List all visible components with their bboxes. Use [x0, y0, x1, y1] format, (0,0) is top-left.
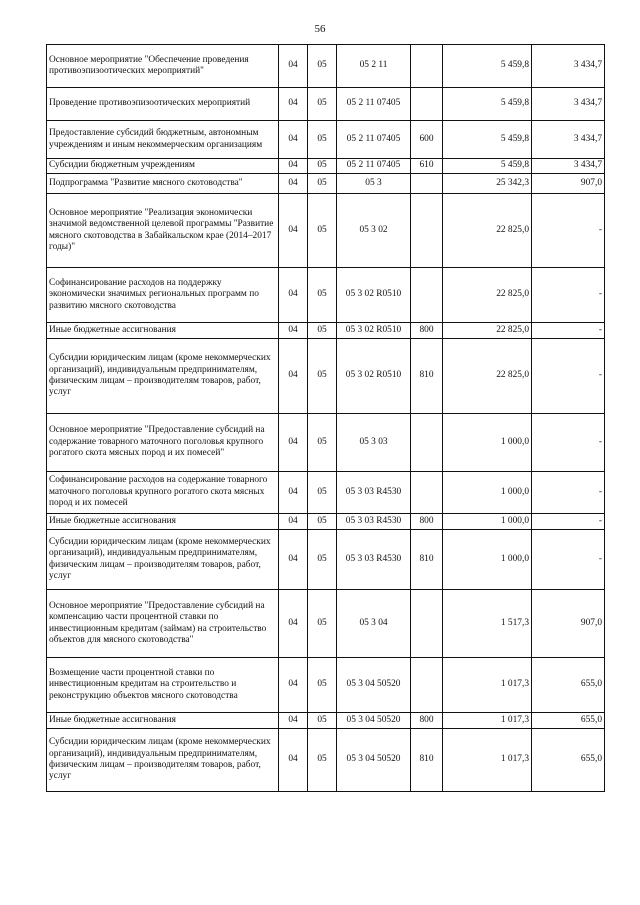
- amount-year-1-cell: 1 017,3: [443, 658, 532, 713]
- amount-year-2-cell: 3 434,7: [532, 45, 605, 88]
- table-row: [47, 414, 605, 472]
- expense-type-code-cell: 810: [411, 530, 443, 590]
- amount-year-1-cell: 5 459,8: [443, 45, 532, 88]
- table-row: [47, 590, 605, 658]
- expense-type-code-cell: 800: [411, 713, 443, 729]
- row-name-cell: Основное мероприятие "Предоставление субсидий на содержание товарного маточного поголовья крупного рогатого скота мясных пород и их помесей": [47, 414, 279, 472]
- target-article-code-cell: 05 3 02 R0510: [337, 323, 411, 339]
- amount-year-2-cell: 3 434,7: [532, 88, 605, 121]
- subsection-code-cell: 05: [308, 159, 337, 174]
- section-code-cell: 04: [279, 45, 308, 88]
- subsection-code-cell: 05: [308, 514, 337, 530]
- amount-year-2-cell: -: [532, 194, 605, 268]
- subsection-code-cell: 05: [308, 323, 337, 339]
- row-name-cell: Проведение противоэпизоотических мероприятий: [47, 88, 279, 121]
- subsection-code-cell: 05: [308, 472, 337, 514]
- subsection-code-cell: 05: [308, 530, 337, 590]
- amount-year-2-cell: 907,0: [532, 174, 605, 194]
- expense-type-code-cell: [411, 174, 443, 194]
- subsection-code-cell: 05: [308, 88, 337, 121]
- amount-year-1-cell: 1 517,3: [443, 590, 532, 658]
- amount-year-1-cell: 1 000,0: [443, 414, 532, 472]
- table-row: [47, 121, 605, 159]
- section-code-cell: 04: [279, 159, 308, 174]
- table-row: [47, 339, 605, 414]
- section-code-cell: 04: [279, 713, 308, 729]
- target-article-code-cell: 05 3 03 R4530: [337, 472, 411, 514]
- amount-year-2-cell: -: [532, 268, 605, 323]
- subsection-code-cell: 05: [308, 194, 337, 268]
- amount-year-1-cell: 22 825,0: [443, 194, 532, 268]
- row-name-cell: Софинансирование расходов на поддержку экономически значимых региональных программ по развитию мясного скотоводства: [47, 268, 279, 323]
- subsection-code-cell: 05: [308, 174, 337, 194]
- table-row: [47, 472, 605, 514]
- target-article-code-cell: 05 3 02 R0510: [337, 339, 411, 414]
- row-name-cell: Иные бюджетные ассигнования: [47, 514, 279, 530]
- section-code-cell: 04: [279, 530, 308, 590]
- target-article-code-cell: 05 3 02 R0510: [337, 268, 411, 323]
- amount-year-1-cell: 22 825,0: [443, 323, 532, 339]
- table-row: [47, 729, 605, 792]
- row-name-cell: Подпрограмма "Развитие мясного скотоводства": [47, 174, 279, 194]
- expense-type-code-cell: [411, 658, 443, 713]
- target-article-code-cell: 05 3 04: [337, 590, 411, 658]
- amount-year-2-cell: 655,0: [532, 658, 605, 713]
- table-row: [47, 514, 605, 530]
- subsection-code-cell: 05: [308, 268, 337, 323]
- section-code-cell: 04: [279, 268, 308, 323]
- section-code-cell: 04: [279, 323, 308, 339]
- subsection-code-cell: 05: [308, 590, 337, 658]
- row-name-cell: Субсидии бюджетным учреждениям: [47, 159, 279, 174]
- target-article-code-cell: 05 3 04 50520: [337, 658, 411, 713]
- target-article-code-cell: 05 3 04 50520: [337, 713, 411, 729]
- target-article-code-cell: 05 2 11 07405: [337, 121, 411, 159]
- amount-year-1-cell: 5 459,8: [443, 88, 532, 121]
- amount-year-2-cell: -: [532, 472, 605, 514]
- table-row: [47, 658, 605, 713]
- section-code-cell: 04: [279, 414, 308, 472]
- expense-type-code-cell: 800: [411, 514, 443, 530]
- amount-year-2-cell: -: [532, 514, 605, 530]
- expense-type-code-cell: [411, 590, 443, 658]
- section-code-cell: 04: [279, 590, 308, 658]
- amount-year-2-cell: -: [532, 323, 605, 339]
- amount-year-1-cell: 22 825,0: [443, 268, 532, 323]
- target-article-code-cell: 05 3 04 50520: [337, 729, 411, 792]
- expense-type-code-cell: 810: [411, 729, 443, 792]
- subsection-code-cell: 05: [308, 713, 337, 729]
- expense-type-code-cell: [411, 88, 443, 121]
- section-code-cell: 04: [279, 514, 308, 530]
- section-code-cell: 04: [279, 194, 308, 268]
- amount-year-1-cell: 5 459,8: [443, 159, 532, 174]
- row-name-cell: Возмещение части процентной ставки по инвестиционным кредитам на строительство и реконструкцию объектов мясного скотоводства: [47, 658, 279, 713]
- amount-year-2-cell: 655,0: [532, 713, 605, 729]
- row-name-cell: Субсидии юридическим лицам (кроме некоммерческих организаций), индивидуальным предпринимателям, физическим лицам – производителям товаров, работ, услуг: [47, 729, 279, 792]
- target-article-code-cell: 05 3 02: [337, 194, 411, 268]
- target-article-code-cell: 05 3 03 R4530: [337, 530, 411, 590]
- amount-year-1-cell: 1 017,3: [443, 729, 532, 792]
- table-row: [47, 530, 605, 590]
- subsection-code-cell: 05: [308, 658, 337, 713]
- amount-year-2-cell: -: [532, 414, 605, 472]
- amount-year-2-cell: 907,0: [532, 590, 605, 658]
- amount-year-1-cell: 25 342,3: [443, 174, 532, 194]
- table-row: [47, 194, 605, 268]
- expense-type-code-cell: [411, 194, 443, 268]
- table-row: [47, 713, 605, 729]
- budget-table: [46, 44, 605, 792]
- subsection-code-cell: 05: [308, 45, 337, 88]
- amount-year-2-cell: 655,0: [532, 729, 605, 792]
- section-code-cell: 04: [279, 121, 308, 159]
- amount-year-1-cell: 5 459,8: [443, 121, 532, 159]
- target-article-code-cell: 05 2 11: [337, 45, 411, 88]
- expense-type-code-cell: [411, 414, 443, 472]
- subsection-code-cell: 05: [308, 339, 337, 414]
- amount-year-2-cell: -: [532, 339, 605, 414]
- row-name-cell: Иные бюджетные ассигнования: [47, 713, 279, 729]
- section-code-cell: 04: [279, 472, 308, 514]
- expense-type-code-cell: 800: [411, 323, 443, 339]
- amount-year-2-cell: -: [532, 530, 605, 590]
- amount-year-1-cell: 1 000,0: [443, 514, 532, 530]
- amount-year-2-cell: 3 434,7: [532, 121, 605, 159]
- target-article-code-cell: 05 3: [337, 174, 411, 194]
- subsection-code-cell: 05: [308, 414, 337, 472]
- amount-year-1-cell: 1 000,0: [443, 472, 532, 514]
- section-code-cell: 04: [279, 729, 308, 792]
- target-article-code-cell: 05 2 11 07405: [337, 159, 411, 174]
- section-code-cell: 04: [279, 88, 308, 121]
- expense-type-code-cell: 810: [411, 339, 443, 414]
- expense-type-code-cell: [411, 268, 443, 323]
- table-row: [47, 45, 605, 88]
- amount-year-2-cell: 3 434,7: [532, 159, 605, 174]
- expense-type-code-cell: 600: [411, 121, 443, 159]
- table-body: [47, 45, 605, 792]
- target-article-code-cell: 05 3 03 R4530: [337, 514, 411, 530]
- table-row: [47, 88, 605, 121]
- row-name-cell: Предоставление субсидий бюджетным, автономным учреждениям и иным некоммерческим организациям: [47, 121, 279, 159]
- amount-year-1-cell: 22 825,0: [443, 339, 532, 414]
- row-name-cell: Субсидии юридическим лицам (кроме некоммерческих организаций), индивидуальным предпринимателям, физическим лицам – производителям товаров, работ, услуг: [47, 530, 279, 590]
- amount-year-1-cell: 1 000,0: [443, 530, 532, 590]
- expense-type-code-cell: [411, 45, 443, 88]
- table-row: [47, 323, 605, 339]
- table-row: [47, 159, 605, 174]
- table-row: [47, 268, 605, 323]
- row-name-cell: Субсидии юридическим лицам (кроме некоммерческих организаций), индивидуальным предпринимателям, физическим лицам – производителям товаров, работ, услуг: [47, 339, 279, 414]
- amount-year-1-cell: 1 017,3: [443, 713, 532, 729]
- subsection-code-cell: 05: [308, 121, 337, 159]
- page-number: 56: [314, 23, 326, 35]
- row-name-cell: Софинансирование расходов на содержание товарного маточного поголовья крупного рогатого скота мясных пород и их помесей: [47, 472, 279, 514]
- target-article-code-cell: 05 3 03: [337, 414, 411, 472]
- row-name-cell: Основное мероприятие "Предоставление субсидий на компенсацию части процентной ставки по инвестиционным кредитам (займам) на строительство объектов для мясного скотоводства": [47, 590, 279, 658]
- row-name-cell: Основное мероприятие "Обеспечение проведения противоэпизоотических мероприятий": [47, 45, 279, 88]
- table-row: [47, 174, 605, 194]
- section-code-cell: 04: [279, 339, 308, 414]
- row-name-cell: Иные бюджетные ассигнования: [47, 323, 279, 339]
- section-code-cell: 04: [279, 174, 308, 194]
- subsection-code-cell: 05: [308, 729, 337, 792]
- target-article-code-cell: 05 2 11 07405: [337, 88, 411, 121]
- expense-type-code-cell: [411, 472, 443, 514]
- row-name-cell: Основное мероприятие "Реализация экономически значимой ведомственной целевой программы "Развитие мясного скотоводства в Забайкальском крае (2014–2017 годы)": [47, 194, 279, 268]
- expense-type-code-cell: 610: [411, 159, 443, 174]
- section-code-cell: 04: [279, 658, 308, 713]
